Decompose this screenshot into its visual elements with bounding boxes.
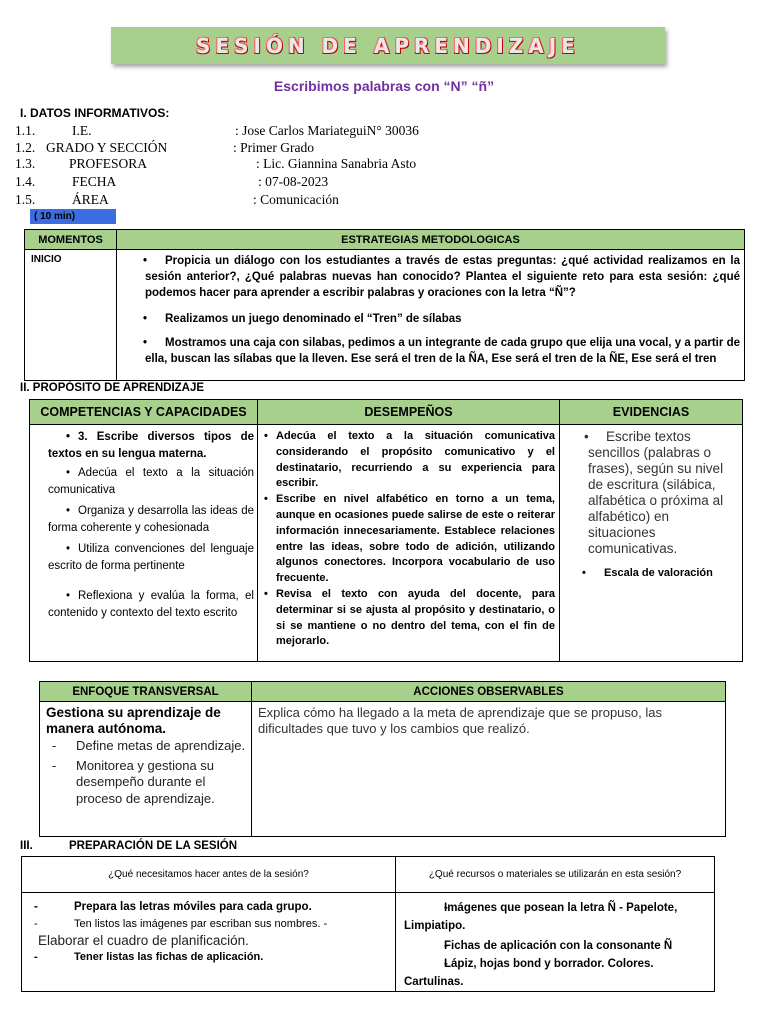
info-num: 1.1.: [15, 123, 36, 138]
header-evidencias: EVIDENCIAS: [560, 400, 743, 425]
info-num: 1.2.: [15, 140, 36, 155]
enfoque-title: Gestiona su aprendizaje de manera autónoma.: [46, 705, 221, 736]
info-row-profesora: [15, 156, 715, 173]
session-subtitle: Escribimos palabras con “N” “ñ”: [273, 78, 495, 94]
competencia-item: • 3. Escribe diversos tipos de textos en su lengua materna.: [32, 429, 254, 463]
header-competencias: COMPETENCIAS Y CAPACIDADES: [30, 400, 258, 425]
antes-item: - Prepara las letras móviles para cada grupo.: [28, 899, 391, 916]
recurso-item: - Lápiz, hojas bond y borrador. Colores. Cartulinas.: [398, 955, 710, 991]
stage-label: INICIO: [25, 250, 117, 381]
recursos-cell: [396, 893, 715, 992]
enfoque-item: - Define metas de aprendizaje.: [46, 738, 247, 755]
competencia-item: • Utiliza convenciones del lenguaje escrito de forma pertinente: [32, 541, 254, 575]
info-value: : Comunicación: [253, 192, 339, 207]
antes-item: - Tener listas las fichas de aplicación.: [28, 948, 391, 966]
momentos-table: [24, 229, 745, 381]
info-row-ie: [15, 123, 715, 140]
info-row-grado: [15, 140, 715, 157]
evidencias-cell: [560, 425, 743, 662]
competencias-cell: [30, 425, 258, 662]
info-label: FECHA: [72, 174, 117, 189]
preparacion-num: III.: [20, 840, 33, 852]
header-acciones: ACCIONES OBSERVABLES: [252, 682, 726, 702]
info-label: GRADO Y SECCIÓN: [46, 140, 168, 155]
enfoque-item: - Monitorea y gestiona su desempeño durante el proceso de aprendizaje.: [46, 758, 247, 808]
header-enfoque: ENFOQUE TRANSVERSAL: [40, 682, 252, 702]
info-value: : 07-08-2023: [258, 174, 329, 189]
competencia-item: • Reflexiona y evalúa la forma, el contenido y contexto del texto escrito: [32, 588, 254, 622]
competencia-item: • Adecúa el texto a la situación comunicativa: [32, 465, 254, 499]
preparacion-table: [21, 856, 715, 992]
header-momentos: MOMENTOS: [25, 230, 117, 250]
enfoque-cell: [40, 702, 252, 837]
competencia-item: • Organiza y desarrolla las ideas de forma coherente y cohesionada: [32, 503, 254, 537]
header-recursos: ¿Qué recursos o materiales se utilizarán en esta sesión?: [396, 857, 715, 893]
recurso-item: - Fichas de aplicación con la consonante Ñ: [398, 937, 710, 955]
enfoque-table: [39, 681, 726, 837]
desempenos-cell: [258, 425, 560, 662]
info-value: : Jose Carlos MariateguiN° 30036: [235, 123, 419, 138]
header-desempenos: DESEMPEÑOS: [258, 400, 560, 425]
acciones-text: Explica cómo ha llegado a la meta de aprendizaje que se propuso, las dificultades que tuvo y los cambios que realizó.: [252, 702, 726, 837]
info-label: ÁREA: [72, 192, 109, 207]
info-label: PROFESORA: [69, 156, 148, 171]
proposito-table: [29, 399, 743, 662]
preparacion-heading: PREPARACIÓN DE LA SESIÓN: [69, 840, 238, 852]
time-badge: ( 10 min): [30, 209, 116, 224]
strategy-item: • Mostramos una caja con silabas, pedimos a un integrante de cada grupo que elija una vocal, y a partir de ella, buscan las sílabas que la lleven. Ese será el tren de la ÑA, Ese será el tren de la ÑE, Ese será el tren: [119, 335, 740, 367]
desempeno-item: • Escribe en nivel alfabético en torno a un tema, aunque en ocasiones puede salirse de este o reiterar información innecesariamente. Establece relaciones entre las ideas, sobre todo de adición, utilizando algunos conectores. Incorpora vocabulario de uso frecuente.: [260, 492, 555, 587]
desempeno-item: • Revisa el texto con ayuda del docente, para determinar si se ajusta al propósito y destinatario, o si se mantiene o no dentro del tema, con el fin de mejorarlo.: [260, 587, 555, 650]
info-value: : Primer Grado: [233, 140, 314, 155]
proposito-heading: II. PROPÓSITO DE APRENDIZAJE: [20, 382, 205, 394]
estrategias-cell: [117, 250, 745, 381]
strategy-item: • Realizamos un juego denominado el “Tren” de sílabas: [119, 311, 740, 327]
recurso-item: - Imágenes que posean la letra Ñ - Papelote, Limpiatipo.: [398, 899, 710, 935]
info-num: 1.3.: [15, 156, 36, 171]
datos-heading: I. DATOS INFORMATIVOS:: [20, 106, 170, 120]
antes-cell: [22, 893, 396, 992]
desempeno-item: • Adecúa el texto a la situación comunicativa considerando el propósito comunicativo y el destinatario, recurriendo a su experiencia para escribir.: [260, 429, 555, 492]
title-banner: [111, 27, 665, 64]
info-value: : Lic. Giannina Sanabria Asto: [256, 156, 417, 171]
antes-item-text: Ten listos las imágenes par escriban sus nombres. -: [74, 918, 328, 930]
antes-item: [28, 916, 391, 933]
header-estrategias: ESTRATEGIAS METODOLOGICAS: [117, 230, 745, 250]
info-row-area: [15, 192, 715, 209]
page-title: SESIÓN DE APRENDIZAJE: [196, 33, 580, 58]
info-num: 1.5.: [15, 192, 36, 207]
evidencia-item: • Escribe textos sencillos (palabras o frases), según su nivel de escritura (silábica, alfabética o próxima al alfabético) en situaciones comunicativas.: [562, 429, 738, 557]
info-row-fecha: [15, 174, 715, 191]
strategy-item: • Propicia un diálogo con los estudiantes a través de estas preguntas: ¿qué actividad realizamos en la sesión anterior?, ¿Qué palabras nuevas han conocido? Plantea el siguiente reto para esta sesión: ¿qué podemos hacer para aprender a escribir palabras y oraciones con la letra “Ñ”?: [119, 253, 740, 301]
info-label: I.E.: [72, 123, 92, 138]
antes-extra: Elaborar el cuadro de planificación.: [38, 933, 249, 948]
evidencia-item: • Escala de valoración: [562, 567, 738, 579]
header-antes: ¿Qué necesitamos hacer antes de la sesión?: [22, 857, 396, 893]
info-num: 1.4.: [15, 174, 36, 189]
